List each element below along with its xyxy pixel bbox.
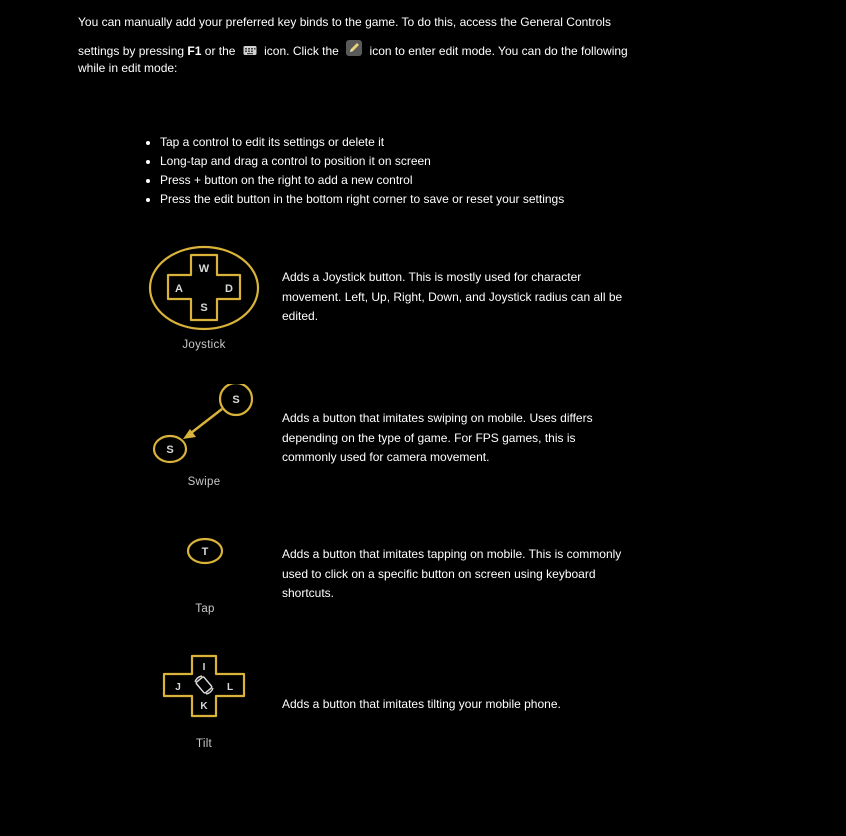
bullet-dot xyxy=(146,141,150,145)
tilt-description: Adds a button that imitates tilting your mobile phone. xyxy=(282,697,561,711)
swipe-caption: Swipe xyxy=(187,476,221,488)
intro-line-3: while in edit mode: xyxy=(78,61,178,75)
intro-line-1: You can manually add your preferred key binds to the game. To do this, access the General Controls xyxy=(78,15,611,29)
list-item: Press + button on the right to add a new control xyxy=(160,171,564,190)
tap-description: Adds a button that imitates tapping on mobile. This is commonly used to click on a specific button on screen using keyboard shortcuts. xyxy=(282,547,622,600)
tap-caption: Tap xyxy=(195,603,215,615)
tilt-key-down: K xyxy=(200,701,208,712)
f1-key: F1 xyxy=(187,44,202,58)
keyboard-icon xyxy=(243,44,257,61)
list-item: Long-tap and drag a control to position it on screen xyxy=(160,152,564,171)
rotate-icon xyxy=(195,676,213,694)
bullet-dot xyxy=(146,179,150,183)
joystick-key-left: A xyxy=(175,283,183,295)
tilt-icon xyxy=(160,653,248,719)
tap-icon xyxy=(186,537,224,565)
tap-key: T xyxy=(201,546,209,558)
tilt-key-left: J xyxy=(175,682,181,693)
list-item: Tap a control to edit its settings or delete it xyxy=(160,133,564,152)
intro-line-2: settings by pressing F1 or the icon. Click the icon to enter edit mode. You can do the following xyxy=(78,34,638,60)
swipe-icon xyxy=(150,384,258,466)
tilt-caption: Tilt xyxy=(195,738,213,750)
joystick-icon xyxy=(148,245,260,331)
joystick-key-right: D xyxy=(225,283,233,295)
edit-pencil-icon xyxy=(346,40,362,61)
joystick-key-up: W xyxy=(198,263,210,275)
swipe-key-start: S xyxy=(232,394,240,406)
list-item: Press the edit button in the bottom right corner to save or reset your settings xyxy=(160,190,564,209)
joystick-description: Adds a Joystick button. This is mostly used for character movement. Left, Up, Right, Down, and Joystick radius can all be edited. xyxy=(282,270,623,323)
joystick-key-down: S xyxy=(200,302,208,314)
edit-mode-list xyxy=(160,133,564,209)
bullet-dot xyxy=(146,198,150,202)
tilt-key-up: I xyxy=(202,662,206,673)
swipe-key-end: S xyxy=(166,444,174,456)
bullet-dot xyxy=(146,160,150,164)
intro-paragraph xyxy=(78,14,638,77)
swipe-description: Adds a button that imitates swiping on mobile. Uses differs depending on the type of game. For FPS games, this is commonly used for camera movement. xyxy=(282,411,593,464)
tilt-key-right: L xyxy=(226,682,234,693)
joystick-caption: Joystick xyxy=(182,339,226,351)
